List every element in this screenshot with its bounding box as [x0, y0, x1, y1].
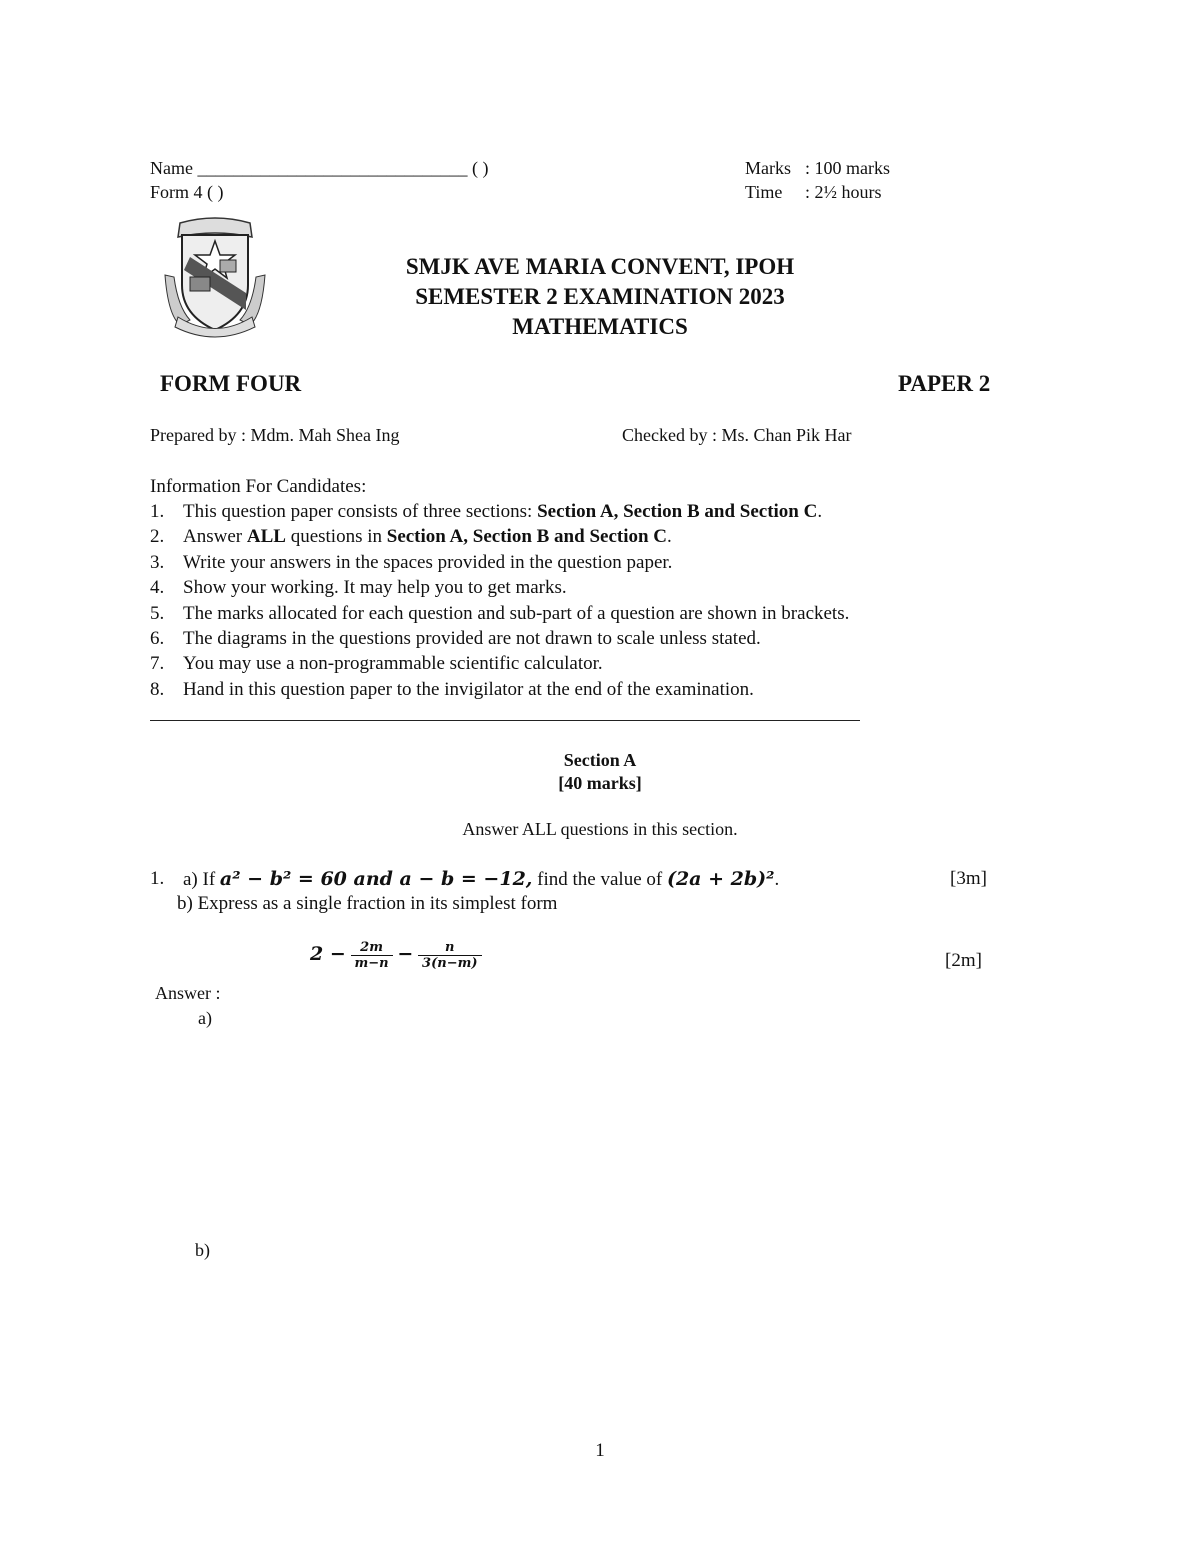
divider-line: [150, 720, 860, 721]
question-number: 1.: [150, 868, 165, 889]
instruction-text: Show your working. It may help you to get marks.: [183, 577, 567, 598]
q1a-prefix: a) If: [183, 869, 216, 890]
fraction-numerator: n: [418, 940, 481, 956]
prepared-by: Prepared by : Mdm. Mah Shea Ing: [150, 425, 400, 445]
instruction-end: .: [667, 526, 672, 547]
section-marks: [40 marks]: [558, 773, 642, 793]
q1a-marks: [3m]: [950, 868, 987, 889]
question-1a: [183, 868, 779, 891]
marks-label: Marks: [745, 158, 791, 178]
instruction-5: [150, 603, 850, 625]
instruction-number: 6.: [150, 628, 165, 649]
q1b-lead: 2 −: [310, 942, 346, 965]
instruction-8: [150, 679, 754, 701]
instruction-text: This question paper consists of three sections:: [183, 501, 538, 522]
section-instruction: Answer ALL questions in this section.: [462, 819, 738, 839]
answer-a-space[interactable]: [230, 1035, 990, 1225]
marks-value: : 100 marks: [805, 158, 890, 178]
name-field[interactable]: Name ______________________________ ( ): [150, 158, 489, 178]
answer-label: Answer :: [155, 983, 221, 1003]
form-level: FORM FOUR: [160, 371, 302, 396]
instruction-text: The marks allocated for each question and sub-part of a question are shown in brackets.: [183, 603, 850, 624]
answer-b-space[interactable]: [230, 1265, 990, 1415]
fraction-numerator: 2m: [351, 940, 393, 956]
instruction-text: Answer: [183, 526, 247, 547]
q1a-equation: a² − b² = 60 and a − b = −12,: [219, 868, 533, 890]
instruction-end: .: [817, 501, 823, 522]
q1a-mid: find the value of: [537, 869, 663, 890]
subject-title: MATHEMATICS: [512, 314, 688, 339]
instruction-3: [150, 552, 673, 574]
instruction-emphasis: ALL: [246, 526, 286, 547]
info-heading: Information For Candidates:: [150, 476, 367, 497]
instruction-number: 7.: [150, 653, 165, 674]
answer-a-label: a): [198, 1008, 212, 1028]
instruction-text: You may use a non-programmable scientific calculator.: [183, 653, 603, 674]
page-number: 1: [595, 1440, 605, 1461]
instruction-number: 3.: [150, 552, 165, 573]
instruction-text: questions in: [285, 526, 387, 547]
q1b-fraction-1: [351, 940, 393, 971]
paper-number: PAPER 2: [898, 371, 991, 396]
exam-title: SEMESTER 2 EXAMINATION 2023: [415, 284, 785, 309]
instruction-6: [150, 628, 761, 650]
question-1b: b) Express as a single fraction in its simplest form: [177, 893, 558, 914]
q1b-marks: [2m]: [945, 950, 982, 971]
q1b-minus: −: [397, 942, 414, 965]
instruction-1: [150, 501, 823, 523]
answer-b-label: b): [195, 1240, 210, 1260]
instruction-number: 4.: [150, 577, 165, 598]
instruction-4: [150, 577, 567, 599]
instruction-text: Write your answers in the spaces provided in the question paper.: [183, 552, 673, 573]
q1b-expression: [310, 940, 482, 971]
instruction-2: [150, 526, 672, 548]
instruction-7: [150, 653, 603, 675]
time-label: Time: [745, 182, 783, 202]
school-name: SMJK AVE MARIA CONVENT, IPOH: [405, 254, 795, 279]
instruction-emphasis: Section A, Section B and Section C: [386, 526, 668, 547]
instruction-number: 2.: [150, 526, 165, 547]
instruction-text: Hand in this question paper to the invigilator at the end of the examination.: [183, 679, 754, 700]
form-class-field[interactable]: Form 4 ( ): [150, 182, 224, 202]
instruction-emphasis: Section A, Section B and Section C: [537, 501, 818, 522]
q1a-end: .: [774, 869, 780, 890]
checked-by: Checked by : Ms. Chan Pik Har: [622, 425, 852, 445]
instruction-number: 1.: [150, 501, 165, 522]
section-title: Section A: [563, 750, 637, 770]
school-crest-logo: [160, 215, 270, 340]
instruction-number: 8.: [150, 679, 165, 700]
fraction-denominator: m−n: [354, 956, 389, 971]
instruction-text: The diagrams in the questions provided are not drawn to scale unless stated.: [183, 628, 761, 649]
time-value: : 2½ hours: [805, 182, 882, 202]
q1a-expression: (2a + 2b)²: [666, 868, 775, 890]
instruction-number: 5.: [150, 603, 165, 624]
fraction-denominator: 3(n−m): [422, 956, 478, 971]
q1b-fraction-2: [418, 940, 481, 971]
